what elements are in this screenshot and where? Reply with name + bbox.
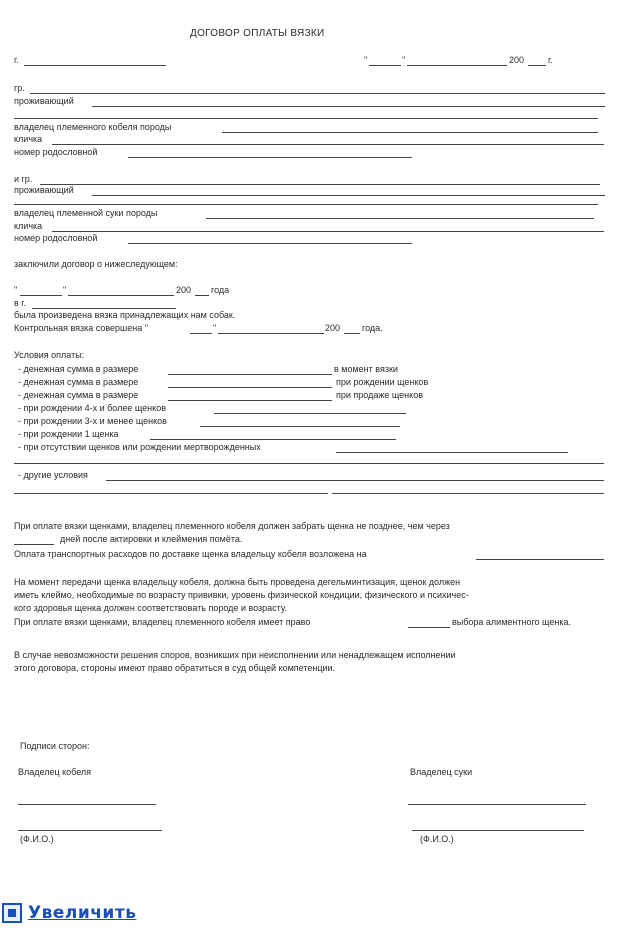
signature-bitch-owner-label: Владелец суки <box>410 767 473 777</box>
clause-pickup-days-blank <box>14 544 54 545</box>
payment-heading: Условия оплаты: <box>14 350 85 360</box>
party2-residing-label: проживающий <box>14 185 74 195</box>
party1-nickname-label: кличка <box>14 134 43 144</box>
party2-owner-label: владелец племенной суки породы <box>14 208 158 218</box>
clause-handover-line3: кого здоровья щенка должен соответствовать породе и возрасту. <box>14 603 287 613</box>
party1-pedigree-label: номер родословной <box>14 147 98 157</box>
party1-nickname-blank <box>52 144 604 145</box>
clause-choice-blank <box>408 627 450 628</box>
payment-line-2: - денежная сумма в размере <box>18 377 139 387</box>
agreement-year-blank <box>195 295 209 296</box>
party1-owner-label: владелец племенного кобеля породы <box>14 122 172 132</box>
clause-transport-blank <box>476 559 604 560</box>
signature-dog-owner-label: Владелец кобеля <box>18 767 92 777</box>
payment-blank-1 <box>168 374 332 375</box>
date-year-blank <box>528 65 546 66</box>
payment-blank-6 <box>150 439 396 440</box>
agreement-month-blank <box>68 295 174 296</box>
control-day-blank <box>190 333 212 334</box>
payment-line-5: - при рождении 3-х и менее щенков <box>18 416 167 426</box>
payment-suffix-1: в момент вязки <box>334 364 398 374</box>
signature-bitch-owner-line <box>408 804 586 805</box>
agreement-year-prefix: 200 <box>176 285 192 295</box>
fio-bitch-owner-line <box>412 830 584 831</box>
control-month-blank <box>218 333 324 334</box>
city-blank <box>24 65 166 66</box>
control-year-prefix: 200 <box>325 323 341 333</box>
payment-other-blank <box>106 480 604 481</box>
payment-line-4: - при рождении 4-х и более щенков <box>18 403 166 413</box>
date-quote-close: " <box>402 55 406 65</box>
agreement-date-quote-close: " <box>63 285 67 295</box>
date-year-prefix: 200 <box>509 55 525 65</box>
agreement-mating-done: была произведена вязка принадлежащих нам собак. <box>14 310 236 320</box>
agreement-concluded: заключили договор о нижеследующем: <box>14 259 178 269</box>
party2-nickname-blank <box>52 231 604 232</box>
date-day-blank <box>369 65 401 66</box>
payment-blank-5 <box>200 426 400 427</box>
payment-blank-8 <box>14 463 604 464</box>
payment-other-blank-3 <box>332 493 604 494</box>
party1-citizen-label: гр. <box>14 83 25 93</box>
agreement-day-blank <box>20 295 62 296</box>
control-year-blank <box>344 333 360 334</box>
control-year-suffix: года. <box>362 323 383 333</box>
party2-pedigree-label: номер родословной <box>14 233 98 243</box>
agreement-city-label: в г. <box>14 298 26 308</box>
payment-other-blank-2 <box>14 493 328 494</box>
party1-name-blank <box>30 93 605 94</box>
signature-dog-owner-line <box>18 804 156 805</box>
zoom-link[interactable] <box>2 902 136 924</box>
party2-citizen-label: и гр. <box>14 174 33 184</box>
payment-suffix-3: при продаже щенков <box>336 390 423 400</box>
date-year-suffix: г. <box>548 55 553 65</box>
agreement-date-quote-open: " <box>14 285 18 295</box>
party2-name-blank <box>40 184 600 185</box>
payment-blank-7 <box>336 452 568 453</box>
party2-breed-blank <box>206 218 594 219</box>
clause-handover-line2: иметь клеймо, необходимые по возрасту прививки, уровень физической кондиции, физического и психичес- <box>14 590 469 600</box>
agreement-year-suffix: года <box>211 285 230 295</box>
clause-disputes-line2: этого договора, стороны имеют право обратиться в суд общей компетенции. <box>14 663 336 673</box>
payment-blank-2 <box>168 387 332 388</box>
party2-address-blank <box>92 195 605 196</box>
party1-breed-blank <box>222 132 598 133</box>
payment-line-3: - денежная сумма в размере <box>18 390 139 400</box>
clause-transport: Оплата транспортных расходов по доставке щенка владельцу кобеля возложена на <box>14 549 367 559</box>
fio-dog-owner-label: (Ф.И.О.) <box>20 834 54 844</box>
payment-line-1: - денежная сумма в размере <box>18 364 139 374</box>
party2-address-blank-2 <box>14 204 598 205</box>
payment-line-7: - при отсутствии щенков или рождении мертворожденных <box>18 442 261 452</box>
payment-other-label: - другие условия <box>18 470 88 480</box>
party2-nickname-label: кличка <box>14 221 43 231</box>
fio-bitch-owner-label: (Ф.И.О.) <box>420 834 454 844</box>
payment-suffix-2: при рождении щенков <box>336 377 429 387</box>
party1-pedigree-blank <box>128 157 412 158</box>
clause-pickup-line1: При оплате вязки щенками, владелец племенного кобеля должен забрать щенка не позднее, чем через <box>14 521 450 531</box>
party2-pedigree-blank <box>128 243 412 244</box>
payment-blank-4 <box>214 413 406 414</box>
document-title: ДОГОВОР ОПЛАТЫ ВЯЗКИ <box>190 28 325 39</box>
agreement-city-blank <box>32 308 176 309</box>
clause-pickup-line2: дней после актировки и клеймения помёта. <box>60 534 243 544</box>
control-mating-label: Контрольная вязка совершена " <box>14 323 148 333</box>
clause-disputes-line1: В случае невозможности решения споров, возникших при неисполнении или ненадлежащем исполнении <box>14 650 456 660</box>
signatures-heading: Подписи сторон: <box>20 741 90 751</box>
date-quote-open: " <box>364 55 368 65</box>
party1-address-blank-2 <box>14 118 598 119</box>
clause-handover-line1: На момент передачи щенка владельцу кобеля, должна быть проведена дегельминтизация, щенок должен <box>14 577 461 587</box>
clause-choice-suffix: выбора алиментного щенка. <box>452 617 571 627</box>
payment-line-6: - при рождении 1 щенка <box>18 429 119 439</box>
zoom-link-label[interactable]: Увеличить <box>28 902 137 923</box>
city-label: г. <box>14 55 19 65</box>
clause-choice-prefix: При оплате вязки щенками, владелец племенного кобеля имеет право <box>14 617 311 627</box>
fio-dog-owner-line <box>18 830 162 831</box>
zoom-in-icon[interactable] <box>2 903 22 923</box>
payment-blank-3 <box>168 400 332 401</box>
party1-address-blank <box>92 106 605 107</box>
date-month-blank <box>407 65 507 66</box>
party1-residing-label: проживающий <box>14 96 74 106</box>
control-quote-close: " <box>213 323 217 333</box>
